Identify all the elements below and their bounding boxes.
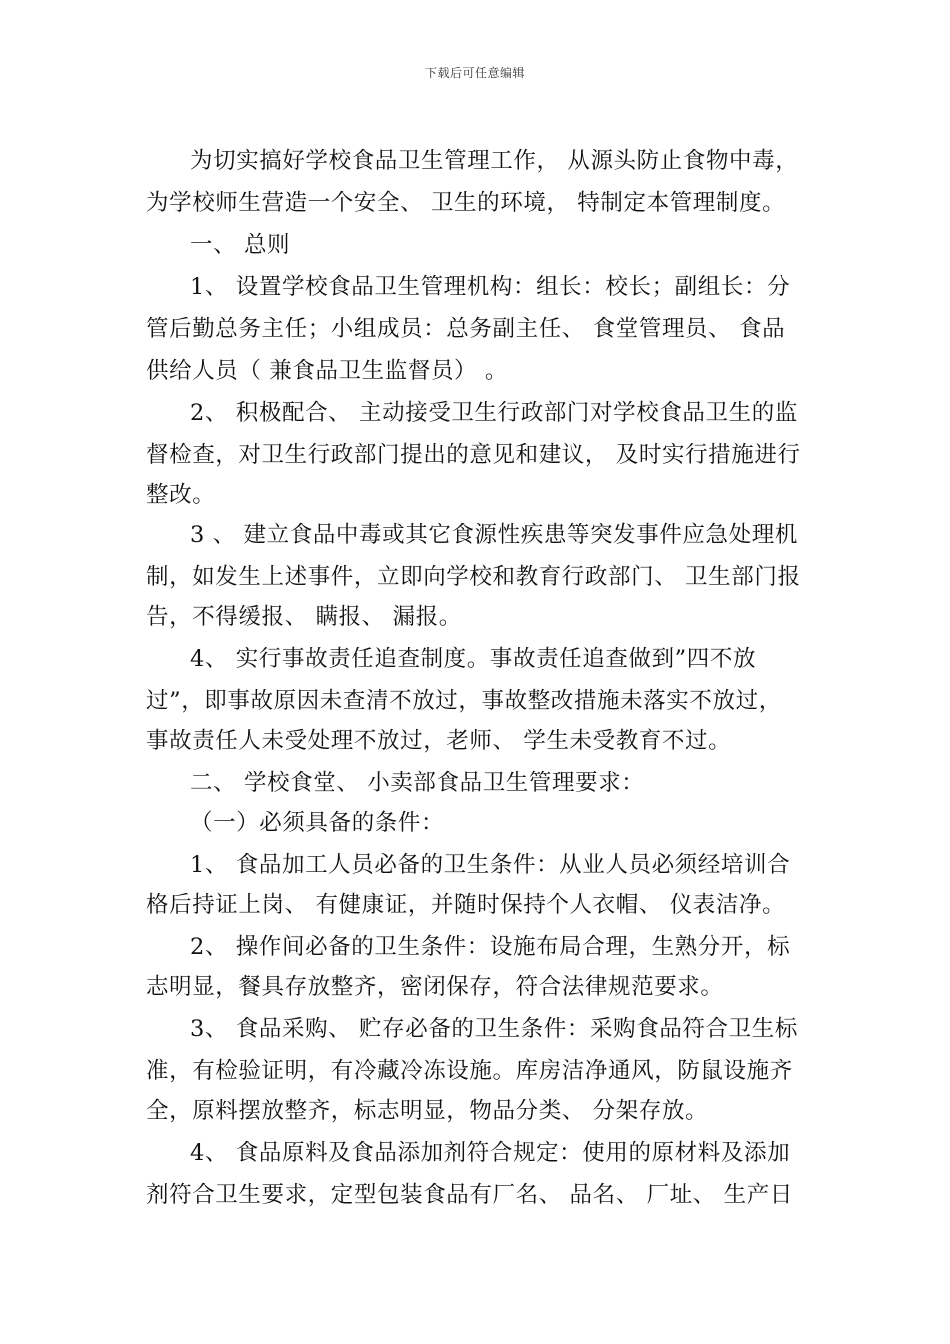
subsection-heading: （一）必须具备的条件： [190,810,445,836]
paragraph-line: 1、 食品加工人员必备的卫生条件：从业人员必须经培训合 [190,852,791,878]
paragraph-line: 4、 食品原料及食品添加剂符合规定：使用的原材料及添加 [190,1140,791,1166]
paragraph-line: 管后勤总务主任；小组成员：总务副主任、 食堂管理员、 食品 [146,316,786,342]
paragraph-line: 督检查，对卫生行政部门提出的意见和建议， 及时实行措施进行 [146,442,801,468]
paragraph-line: 4、 实行事故责任追查制度。事故责任追查做到”四不放 [190,646,757,672]
page-header: 下载后可任意编辑 [424,66,525,80]
paragraph-line: 为切实搞好学校食品卫生管理工作， 从源头防止食物中毒， [190,148,799,174]
paragraph-line: 事故责任人未受处理不放过，老师、 学生未受教育不过。 [146,728,732,754]
paragraph-line: 整改。 [146,482,216,508]
paragraph-line: 志明显，餐具存放整齐，密闭保存，符合法律规范要求。 [146,974,724,1000]
paragraph-line: 告，不得缓报、 瞒报、 漏报。 [146,604,462,630]
paragraph-line: 全，原料摆放整齐，标志明显，物品分类、 分架存放。 [146,1098,709,1124]
paragraph-line: 过”，即事故原因未查清不放过，事故整改措施未落实不放过， [146,688,782,714]
paragraph-line: 2、 积极配合、 主动接受卫生行政部门对学校食品卫生的监 [190,400,798,426]
paragraph-line: 1、 设置学校食品卫生管理机构：组长：校长；副组长：分 [190,274,791,300]
paragraph-line: 2、 操作间必备的卫生条件：设施布局合理，生熟分开，标 [190,934,791,960]
paragraph-line: 准，有检验证明，有冷藏冷冻设施。库房洁净通风，防鼠设施齐 [146,1058,793,1084]
paragraph-line: 3 、 建立食品中毒或其它食源性疾患等突发事件应急处理机 [190,522,798,548]
paragraph-line: 剂符合卫生要求，定型包装食品有厂名、 品名、 厂址、 生产日 [146,1182,793,1208]
section-heading: 一、 总则 [190,232,291,258]
paragraph-line: 为学校师生营造一个安全、 卫生的环境， 特制定本管理制度。 [146,190,786,216]
paragraph-line: 供给人员（ 兼食品卫生监督员） 。 [146,358,509,384]
paragraph-line: 格后持证上岗、 有健康证，并随时保持个人衣帽、 仪表洁净。 [146,892,786,918]
section-heading: 二、 学校食堂、 小卖部食品卫生管理要求： [190,770,645,796]
paragraph-line: 3、 食品采购、 贮存必备的卫生条件：采购食品符合卫生标 [190,1016,798,1042]
paragraph-line: 制，如发生上述事件，立即向学校和教育行政部门、 卫生部门报 [146,564,801,590]
